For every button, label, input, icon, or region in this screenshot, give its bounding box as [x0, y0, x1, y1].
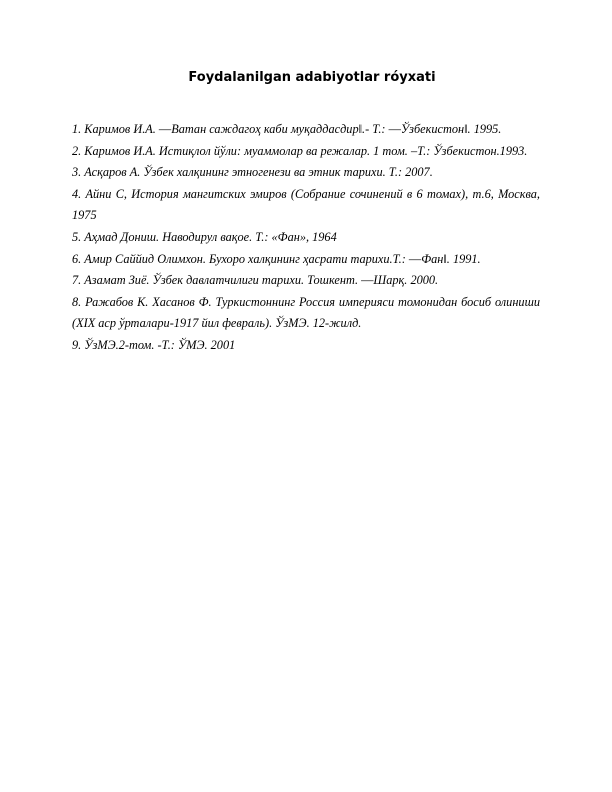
- reference-item: 1. Каримов И.А. ―Ватан саждагоҳ каби муқаддасдир‖.- Т.: ―Ўзбекистон‖. 1995.: [72, 122, 502, 136]
- reference-item: 3. Асқаров А. Ўзбек халқининг этногенези ва этник тарихи. Т.: 2007.: [72, 165, 433, 180]
- page-title: Foydalanilgan adabiyotlar róyxati: [188, 70, 436, 85]
- reference-item: 7. Азамат Зиё. Ўзбек давлатчилиги тарихи. Тошкент. ―Шарқ. 2000.: [72, 273, 439, 288]
- reference-item: 6. Амир Саййид Олимхон. Бухоро халқининг ҳасрати тарихи.Т.: ―Фан‖. 1991.: [72, 251, 481, 266]
- reference-item: 4. Айни С, История мангитских эмиров (Собрание сочинений в 6 томах), т.6, Москва, 1975: [72, 186, 540, 223]
- reference-item: 2. Каримов И.А. Истиқлол йўли: муаммолар ва режалар. 1 том. –Т.: Ўзбекистон.1993.: [72, 143, 528, 158]
- reference-item: 8. Ражабов К. Хасанов Ф. Туркистоннинг Россия империяси томонидан босиб олиниши (XIX аср ўрталари-1917 йил февраль). ЎзМЭ. 12-жилд.: [72, 294, 540, 331]
- reference-item: 9. ЎзМЭ.2-том. -Т.: ЎМЭ. 2001: [72, 337, 236, 352]
- reference-item: 5. Аҳмад Дониш. Наводирул вақое. Т.: «Фан», 1964: [72, 229, 337, 244]
- reference-list: [72, 119, 540, 357]
